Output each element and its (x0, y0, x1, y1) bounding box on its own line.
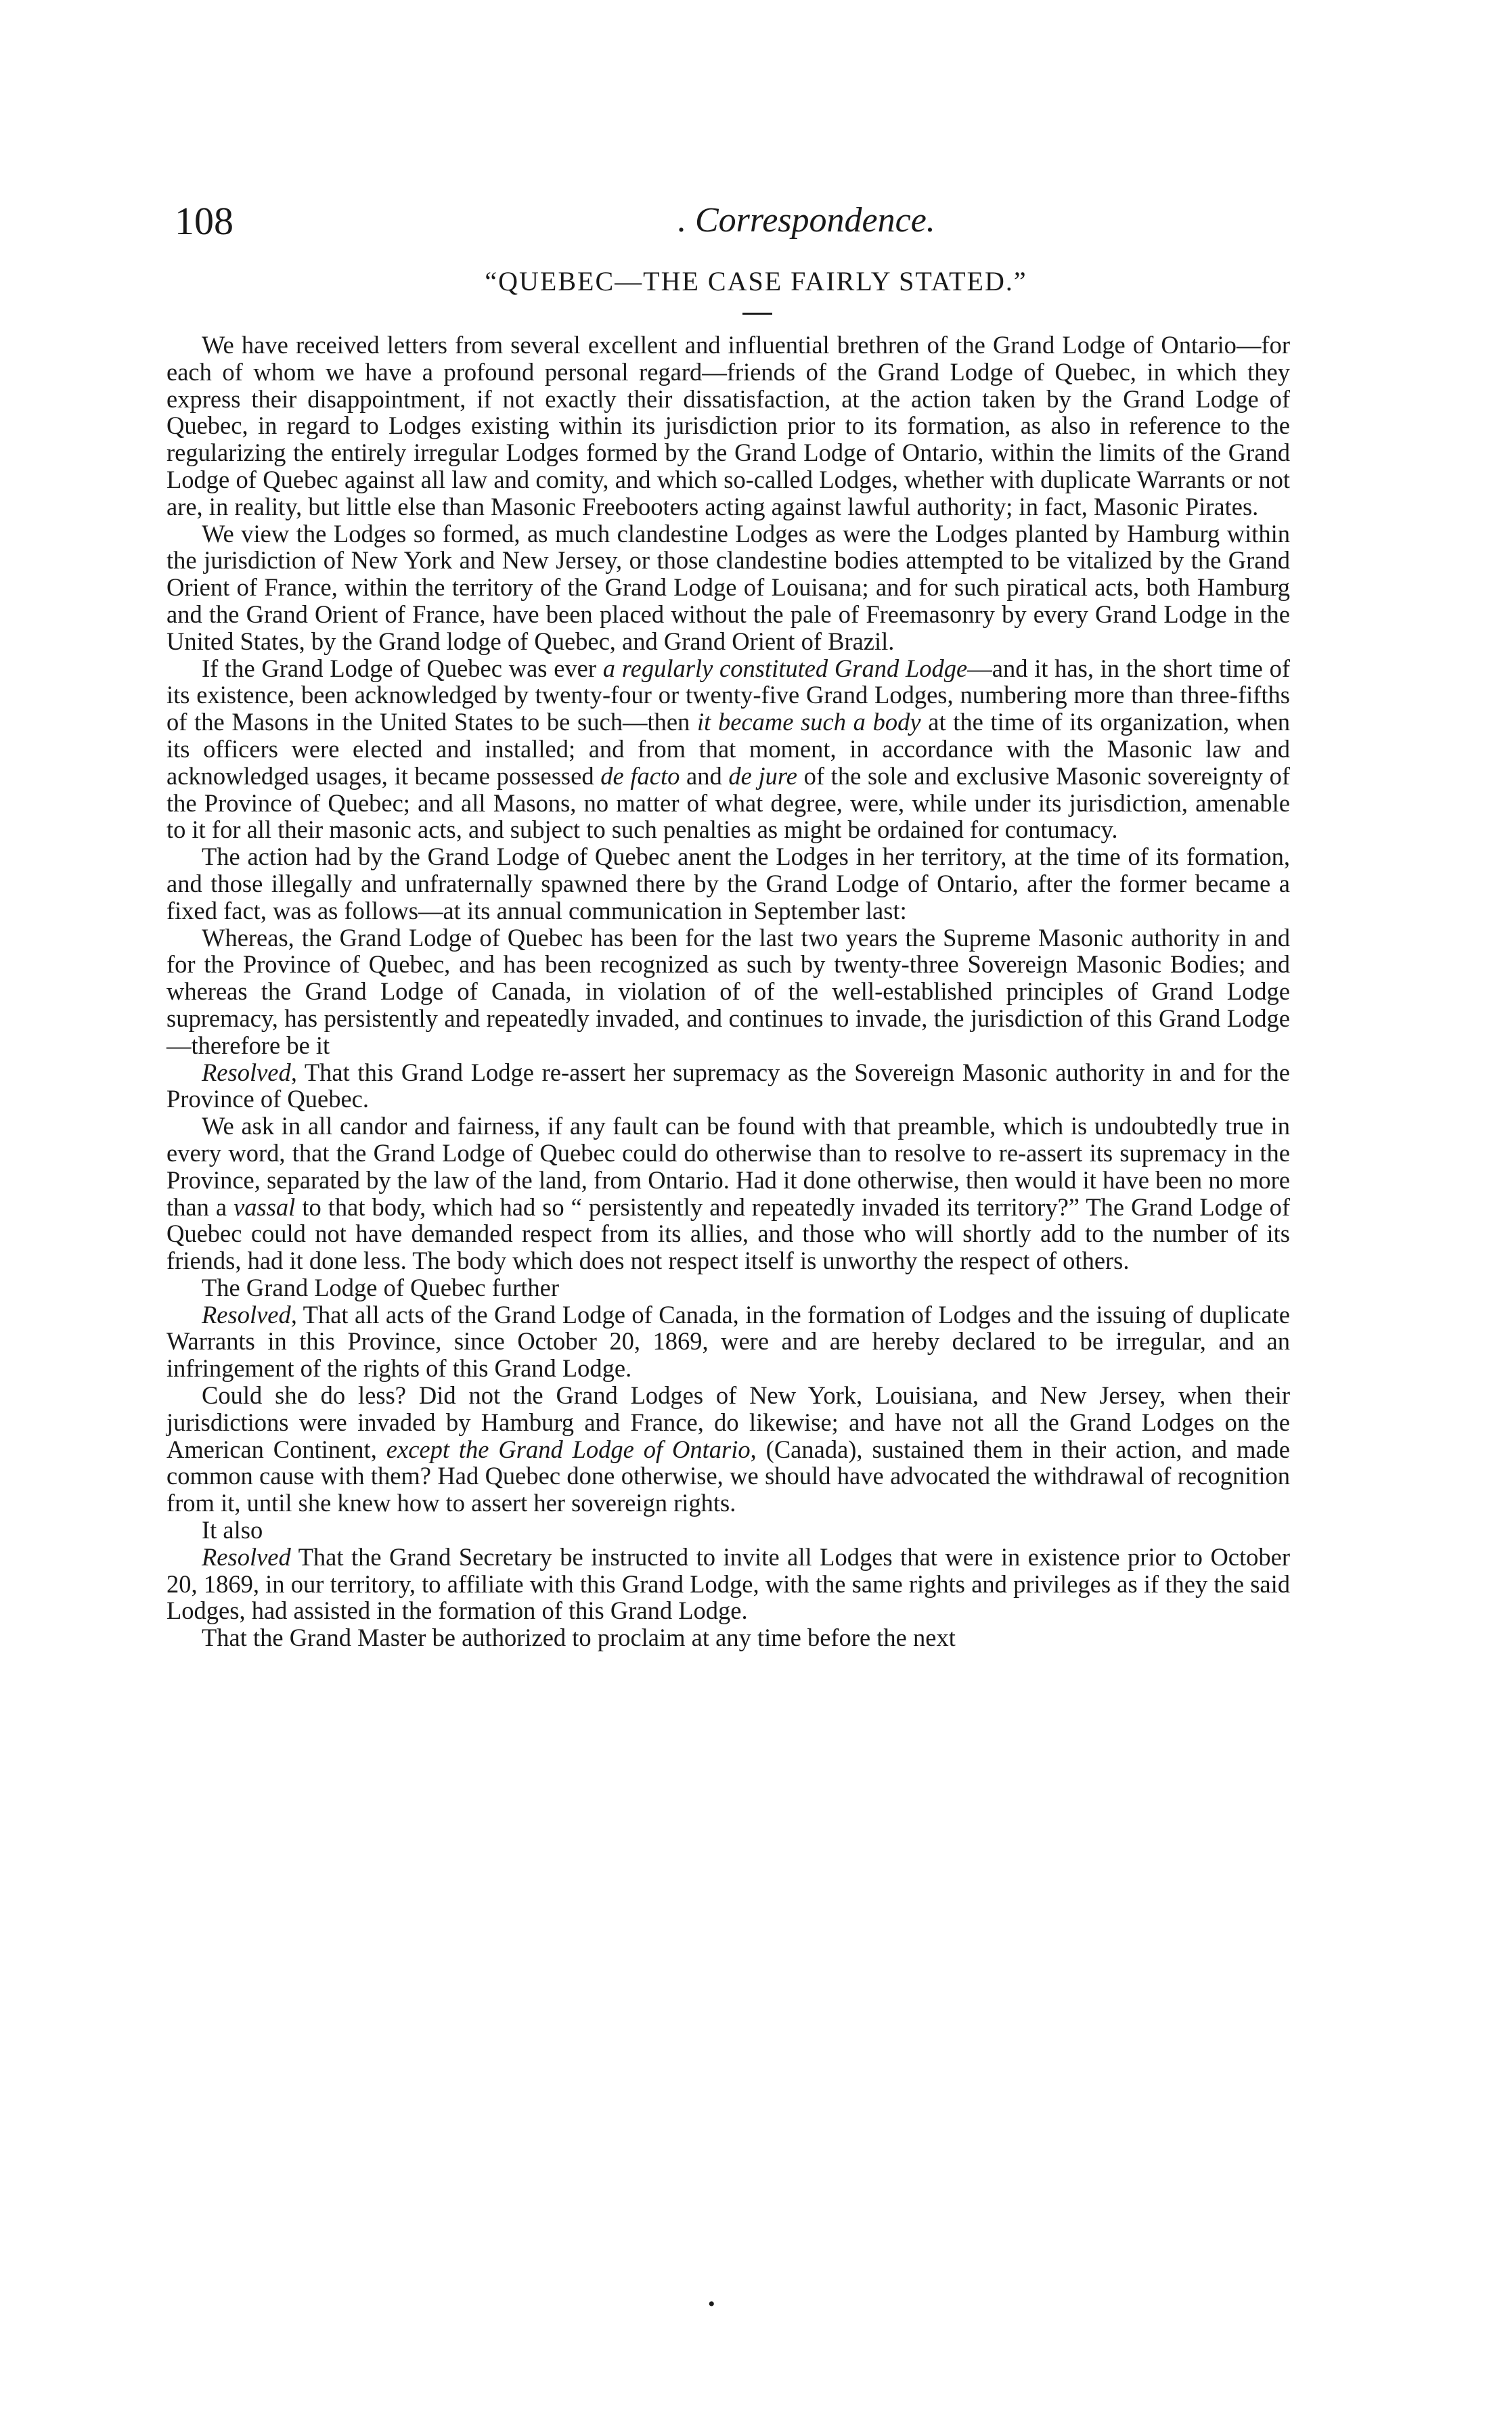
running-head (677, 203, 935, 238)
italic-phrase: except the Grand Lodge of Ontario (386, 1435, 751, 1463)
italic-phrase: a regularly constituted Grand Lodge (602, 654, 968, 682)
paragraph (166, 332, 1290, 520)
article-body (166, 332, 1290, 1651)
italic-phrase: vassal (234, 1192, 296, 1221)
paragraph-text: That this Grand Lodge re-assert her supremacy as the Sovereign Masonic authority in and for the Province of Quebec. (166, 1058, 1290, 1113)
paragraph (166, 655, 1290, 844)
paragraph-text: The Grand Lodge of Quebec further (202, 1273, 560, 1301)
paragraph-text: If the Grand Lodge of Quebec was ever (202, 654, 603, 682)
title-rule (742, 313, 772, 315)
resolution (166, 1059, 1290, 1113)
paragraph (166, 924, 1290, 1059)
article-title: “QUEBEC—THE CASE FAIRLY STATED.” (485, 266, 1027, 296)
paragraph-text: That the Grand Secretary be instructed to invite all Lodges that were in existence prior to October 20, 1869, in our territory, to affiliate with this Grand Lodge, with the same rights and privileges as if they the said Lodges, had assisted in the formation of this Grand Lodge. (166, 1542, 1290, 1625)
italic-phrase: de facto (600, 761, 680, 790)
paragraph-text: —and it has, in the short time of its existence, been acknowledged by twenty-four or twenty-five Grand Lodges, numbering more than three-fifths of the Masons in the United States to be such—then (166, 654, 1290, 736)
paragraph-text: at the time of its organization, when its officers were elected and installed; and from that moment, in accordance with the Masonic law and acknowledged usages, it became possessed (166, 708, 1290, 790)
resolution (166, 1544, 1290, 1624)
paragraph-text: Whereas, the Grand Lodge of Quebec has been for the last two years the Supreme Masonic authority in and for the Province of Quebec, and has been recognized as such by twenty-three Sovereign Masonic Bodies; and whereas the Grand Lodge of Canada, in violation of of the well-established principles of Grand Lodge supremacy, has persistently and repeatedly invaded, and continues to invade, the jurisdiction of this Grand Lodge—therefore be it (166, 923, 1290, 1059)
paragraph-text: to that body, which had so “ persistently and repeatedly invaded its territory?” The Grand Lodge of Quebec could not have demanded respect from its allies, and those who will shortly add to the number of its friends, had it done less. The body which does not respect itself is unworthy the respect of others. (166, 1192, 1290, 1275)
italic-phrase: de jure (728, 761, 797, 790)
resolved-label: Resolved, (202, 1300, 297, 1329)
resolved-label: Resolved (202, 1542, 291, 1571)
resolved-label: Resolved, (202, 1058, 297, 1086)
paragraph (166, 1624, 1290, 1651)
paragraph-text: Could she do less? Did not the Grand Lodges of New York, Louisiana, and New Jersey, when their jurisdictions were invaded by Hamburg and France, do likewise; and have not all the Grand Lodges on the American Continent, (166, 1381, 1290, 1463)
paragraph (166, 1113, 1290, 1274)
paragraph-text: We view the Lodges so formed, as much clandestine Lodges as were the Lodges planted by Hamburg within the jurisdiction of New York and New Jersey, or those clandestine bodies attempted to be vitalized by the Grand Orient of France, within the territory of the Grand Lodge of Louisana; and for such piratical acts, both Hamburg and the Grand Orient of France, have been placed without the pale of Freemasonry by every Grand Lodge in the United States, by the Grand lodge of Quebec, and Grand Orient of Brazil. (166, 519, 1290, 655)
paragraph (166, 520, 1290, 655)
paragraph (166, 843, 1290, 924)
resolution (166, 1301, 1290, 1382)
paragraph (166, 1517, 1290, 1544)
bottom-mark: • (708, 2293, 715, 2315)
paragraph-text: That the Grand Master be authorized to proclaim at any time before the next (202, 1624, 956, 1652)
paragraph-text: and (680, 761, 729, 790)
paragraph (166, 1382, 1290, 1517)
running-head-title: Correspondence. (695, 201, 935, 240)
paragraph-text: We ask in all candor and fairness, if any fault can be found with that preamble, which is undoubtedly true in every word, that the Grand Lodge of Quebec could do otherwise than to resolve to re-assert its supremacy in the Province, separated by the law of the land, from Ontario. Had it done otherwise, then would it have been no more than a (166, 1112, 1290, 1221)
paragraph-text: We have received letters from several excellent and influential brethren of the Grand Lodge of Ontario—for each of whom we have a profound personal regard—friends of the Grand Lodge of Quebec, in which they express their disappointment, if not exactly their dissatisfaction, at the action taken by the Grand Lodge of Quebec, in regard to Lodges existing within its jurisdiction prior to its formation, as also in reference to the regularizing the entirely irregular Lodges formed by the Grand Lodge of Ontario, within the limits of the Grand Lodge of Quebec against all law and comity, and which so-called Lodges, whether with duplicate Warrants or not are, in reality, but little else than Masonic Freebooters acting against lawful authority; in fact, Masonic Pirates. (166, 331, 1290, 520)
paragraph (166, 1274, 1290, 1301)
paragraph-text: That all acts of the Grand Lodge of Canada, in the formation of Lodges and the issuing of duplicate Warrants in this Province, since October 20, 1869, were and are hereby declared to be irregular, and an infringement of the rights of this Grand Lodge. (166, 1300, 1290, 1383)
paragraph-text: , (Canada), sustained them in their action, and made common cause with them? Had Quebec done otherwise, we should have advocated the withdrawal of recognition from it, until she knew how to assert her sovereign rights. (166, 1435, 1290, 1517)
paragraph-text: It also (202, 1516, 263, 1544)
page-number: 108 (175, 199, 234, 243)
paragraph-text: The action had by the Grand Lodge of Quebec anent the Lodges in her territory, at the time of its formation, and those illegally and unfraternally spawned there by the Grand Lodge of Ontario, after the former became a fixed fact, was as follows—at its annual communication in September last: (166, 843, 1290, 924)
italic-phrase: it became such a body (696, 708, 921, 736)
paragraph-text: of the sole and exclusive Masonic sovereignty of the Province of Quebec; and all Masons, no matter of what degree, were, while under its jurisdiction, amenable to it for all their masonic acts, and subject to such penalties as might be ordained for contumacy. (166, 761, 1290, 844)
running-head-dot: . (677, 201, 686, 240)
